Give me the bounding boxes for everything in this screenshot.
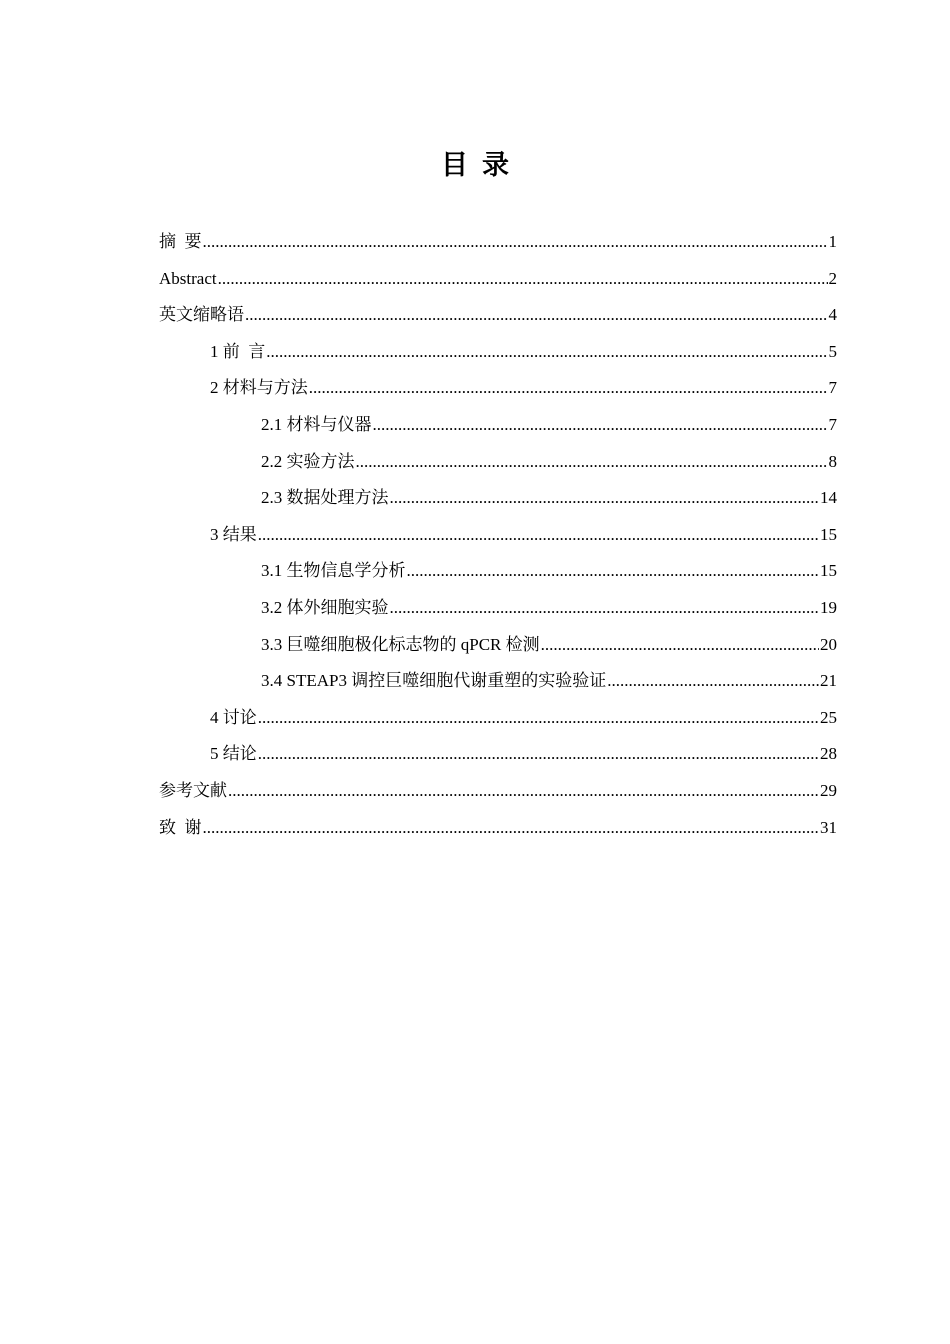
toc-page-number: 19 xyxy=(820,597,837,617)
toc-entry-introduction[interactable] xyxy=(159,334,837,371)
toc-entry-2-1[interactable] xyxy=(159,407,837,444)
toc-dot-leader xyxy=(390,480,820,517)
toc-entry-discussion[interactable] xyxy=(159,700,837,737)
toc-entry-label: 2 材料与方法 xyxy=(210,378,308,398)
toc-entry-3-3[interactable] xyxy=(159,627,837,664)
toc-page-number: 21 xyxy=(820,671,837,691)
toc-entry-label: 5 结论 xyxy=(210,744,257,764)
toc-dot-leader xyxy=(258,736,819,773)
toc-dot-leader xyxy=(373,407,828,444)
toc-entry-label: 英文缩略语 xyxy=(159,305,244,325)
toc-page-number: 20 xyxy=(820,634,837,654)
toc-page-number: 2 xyxy=(828,268,837,288)
toc-page-number: 4 xyxy=(828,305,837,325)
toc-dot-leader xyxy=(407,553,820,590)
toc-page-number: 15 xyxy=(820,561,837,581)
toc-entry-label: 参考文献 xyxy=(159,780,227,800)
toc-title: 目录 xyxy=(441,150,523,181)
toc-dot-leader xyxy=(607,663,819,700)
toc-entry-label: 4 讨论 xyxy=(210,707,257,727)
toc-page-number: 7 xyxy=(828,378,837,398)
toc-dot-leader xyxy=(258,700,819,737)
toc-page-number: 15 xyxy=(820,524,837,544)
toc-page-number: 14 xyxy=(820,488,837,508)
toc-entry-3-4[interactable] xyxy=(159,663,837,700)
toc-dot-leader xyxy=(258,517,819,554)
toc-entry-3-2[interactable] xyxy=(159,590,837,627)
toc-dot-leader xyxy=(203,224,828,261)
toc-entry-label: 3.2 体外细胞实验 xyxy=(261,597,389,617)
toc-page-number: 7 xyxy=(828,414,837,434)
toc-entry-label: 1 前 言 xyxy=(210,341,266,361)
toc-dot-leader xyxy=(266,334,827,371)
toc-entry-2-3[interactable] xyxy=(159,480,837,517)
toc-dot-leader xyxy=(356,444,828,481)
toc-entry-references[interactable] xyxy=(159,773,837,810)
toc-page-number: 1 xyxy=(828,232,837,251)
toc-entry-2-2[interactable] xyxy=(159,444,837,481)
toc-entry-conclusion[interactable] xyxy=(159,736,837,773)
toc-entry-abstract-en[interactable] xyxy=(159,261,837,298)
toc-entry-label: 2.1 材料与仪器 xyxy=(261,414,372,434)
toc-page-number: 31 xyxy=(820,817,837,837)
toc-entry-label: 3 结果 xyxy=(210,524,257,544)
toc-page-number: 25 xyxy=(820,707,837,727)
toc-page-number: 28 xyxy=(820,744,837,764)
toc-entry-label: 摘 要 xyxy=(159,232,202,251)
toc-entry-materials-methods[interactable] xyxy=(159,370,837,407)
toc-entry-label: 2.3 数据处理方法 xyxy=(261,488,389,508)
toc-dot-leader xyxy=(390,590,820,627)
toc-entry-acknowledgements[interactable] xyxy=(159,810,837,847)
toc-entry-3-1[interactable] xyxy=(159,553,837,590)
toc-dot-leader xyxy=(228,773,819,810)
table-of-contents xyxy=(159,224,837,846)
toc-entry-label: 3.4 STEAP3 调控巨噬细胞代谢重塑的实验验证 xyxy=(261,671,607,691)
toc-entry-label: Abstract xyxy=(159,268,217,288)
toc-entry-results[interactable] xyxy=(159,517,837,554)
toc-dot-leader xyxy=(203,810,820,847)
toc-page-number: 29 xyxy=(820,780,837,800)
toc-entry-abbreviations[interactable] xyxy=(159,297,837,334)
toc-entry-abstract-cn[interactable] xyxy=(159,224,837,261)
toc-dot-leader xyxy=(541,627,819,664)
toc-dot-leader xyxy=(218,261,828,298)
toc-entry-label: 致 谢 xyxy=(159,817,202,837)
toc-dot-leader xyxy=(245,297,828,334)
toc-entry-label: 3.1 生物信息学分析 xyxy=(261,561,406,581)
toc-page-number: 5 xyxy=(828,341,837,361)
toc-entry-label: 3.3 巨噬细胞极化标志物的 qPCR 检测 xyxy=(261,634,540,654)
toc-page-number: 8 xyxy=(828,451,837,471)
toc-entry-label: 2.2 实验方法 xyxy=(261,451,355,471)
toc-dot-leader xyxy=(309,370,828,407)
